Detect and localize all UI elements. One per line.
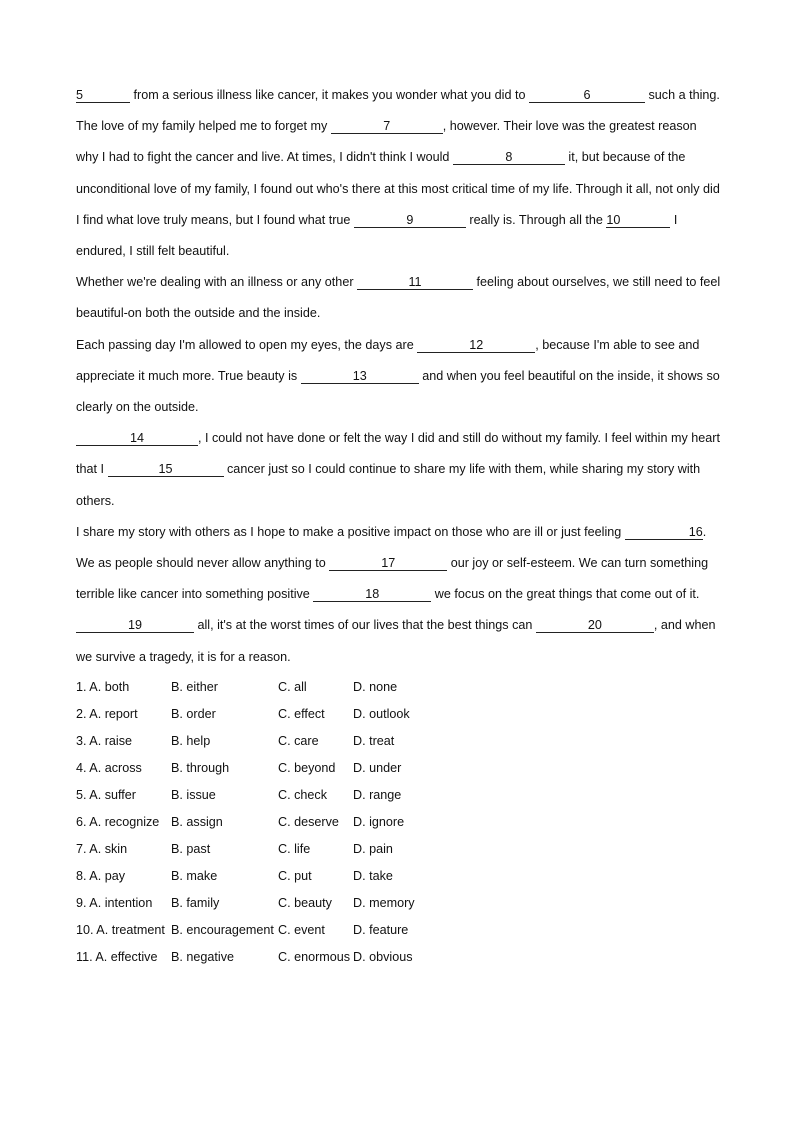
option-a: 10. A. treatment: [76, 922, 165, 937]
option-row-10: [76, 917, 721, 944]
text: all, it's at the worst times of our lives that the best things can: [194, 618, 536, 633]
option-d: D. none: [353, 679, 398, 694]
option-b: B. family: [171, 895, 220, 910]
paragraph-3: [76, 267, 721, 329]
option-b: B. help: [171, 733, 211, 748]
text: The love of my family helped me to forget my: [76, 119, 331, 134]
text: we focus on the great things that come out of it.: [431, 587, 700, 602]
blank-18: 18: [313, 587, 431, 602]
option-a: 11. A. effective: [76, 949, 158, 964]
option-a: 2. A. report: [76, 706, 138, 721]
blank-12: 12: [417, 338, 535, 353]
option-c: C. deserve: [278, 814, 339, 829]
option-a: 6. A. recognize: [76, 814, 160, 829]
text: our joy or self-esteem. We can turn something terrible like cancer into something positive: [76, 556, 709, 602]
option-row-6: [76, 809, 721, 836]
text: , and when we survive a tragedy, it is for a reason.: [76, 618, 716, 664]
option-b: B. through: [171, 760, 230, 775]
option-a: 5. A. suffer: [76, 787, 136, 802]
paragraph-1: [76, 80, 721, 111]
option-d: D. under: [353, 760, 402, 775]
paragraph-4: [76, 330, 721, 424]
option-b: B. assign: [171, 814, 223, 829]
paragraph-6: [76, 517, 721, 611]
text: from a serious illness like cancer, it makes you wonder what you did to: [130, 88, 529, 102]
option-a: 3. A. raise: [76, 733, 133, 748]
option-row-4: [76, 755, 721, 782]
text: Whether we're dealing with an illness or any other: [76, 275, 358, 290]
option-b: B. either: [171, 679, 218, 694]
text: cancer just so I could continue to share my life with them, while sharing my story with others.: [76, 462, 701, 508]
option-row-11: [76, 944, 721, 971]
text: feeling about ourselves, we still need to feel beautiful-on both the outside and the inside.: [76, 275, 721, 321]
blank-14: 14: [76, 431, 198, 446]
option-d: D. feature: [353, 922, 409, 937]
option-c: C. check: [278, 787, 327, 802]
text: , I could not have done or felt the way I did and still do without my family. I feel within my heart that I: [76, 431, 720, 477]
option-b: B. order: [171, 706, 216, 721]
option-c: C. beyond: [278, 760, 336, 775]
option-c: C. beauty: [278, 895, 332, 910]
blank-10: 10: [606, 213, 670, 228]
option-b: B. encouragement: [171, 922, 274, 937]
option-b: B. past: [171, 841, 211, 856]
blank-16: 16: [625, 525, 703, 540]
text: really is. Through all the: [465, 212, 607, 227]
option-d: D. obvious: [353, 949, 413, 964]
option-c: C. effect: [278, 706, 325, 721]
option-c: C. life: [278, 841, 311, 856]
option-a: 4. A. across: [76, 760, 142, 775]
text: , however. Their love was the greatest reason why I had to fight the cancer and live. At times, I didn't think I would: [76, 119, 697, 165]
option-a: 7. A. skin: [76, 841, 128, 856]
text: and when you feel beautiful on the inside, it shows so clearly on the outside.: [76, 368, 720, 415]
option-row-7: [76, 836, 721, 863]
document-page: [76, 80, 721, 971]
option-b: B. issue: [171, 787, 216, 802]
text: I endured, I still felt beautiful.: [76, 212, 678, 259]
blank-19: 19: [76, 618, 194, 633]
option-row-1: [76, 674, 721, 701]
option-c: C. all: [278, 679, 307, 694]
option-row-9: [76, 890, 721, 917]
blank-13: 13: [301, 369, 419, 384]
option-d: D. treat: [353, 733, 395, 748]
blank-6: 6: [529, 88, 645, 103]
blank-17: 17: [329, 556, 447, 571]
option-c: C. put: [278, 868, 312, 883]
option-b: B. make: [171, 868, 218, 883]
blank-5: 5: [76, 88, 130, 103]
options-list: [76, 674, 721, 971]
text: such a thing.: [644, 88, 720, 102]
blank-20: 20: [536, 618, 654, 633]
blank-8: 8: [453, 150, 565, 165]
option-d: D. outlook: [353, 706, 410, 721]
option-a: 9. A. intention: [76, 895, 153, 910]
option-d: D. ignore: [353, 814, 405, 829]
option-a: 8. A. pay: [76, 868, 126, 883]
paragraph-7: [76, 610, 721, 672]
option-c: C. care: [278, 733, 319, 748]
option-d: D. pain: [353, 841, 393, 856]
text: . We as people should never allow anything to: [76, 524, 707, 571]
option-a: 1. A. both: [76, 679, 130, 694]
text: I share my story with others as I hope to make a positive impact on those who are ill or just feeling: [76, 524, 625, 539]
blank-9: 9: [354, 213, 466, 228]
paragraph-2: [76, 111, 721, 267]
blank-15: 15: [108, 462, 224, 477]
option-row-8: [76, 863, 721, 890]
option-d: D. range: [353, 787, 402, 802]
paragraph-5: [76, 423, 721, 517]
text: it, but because of the unconditional love of my family, I found out who's there at this most critical time of my life. Through it all, not only did I find what love truly means, but I found what true: [76, 150, 720, 227]
text: Each passing day I'm allowed to open my eyes, the days are: [76, 337, 418, 352]
option-c: C. enormous: [278, 949, 351, 964]
option-c: C. event: [278, 922, 325, 937]
option-d: D. take: [353, 868, 393, 883]
blank-7: 7: [331, 119, 443, 134]
text: , because I'm able to see and appreciate it much more. True beauty is: [76, 337, 700, 383]
option-row-2: [76, 701, 721, 728]
blank-11: 11: [357, 275, 473, 290]
option-b: B. negative: [171, 949, 235, 964]
option-row-3: [76, 728, 721, 755]
option-row-5: [76, 782, 721, 809]
option-d: D. memory: [353, 895, 415, 910]
